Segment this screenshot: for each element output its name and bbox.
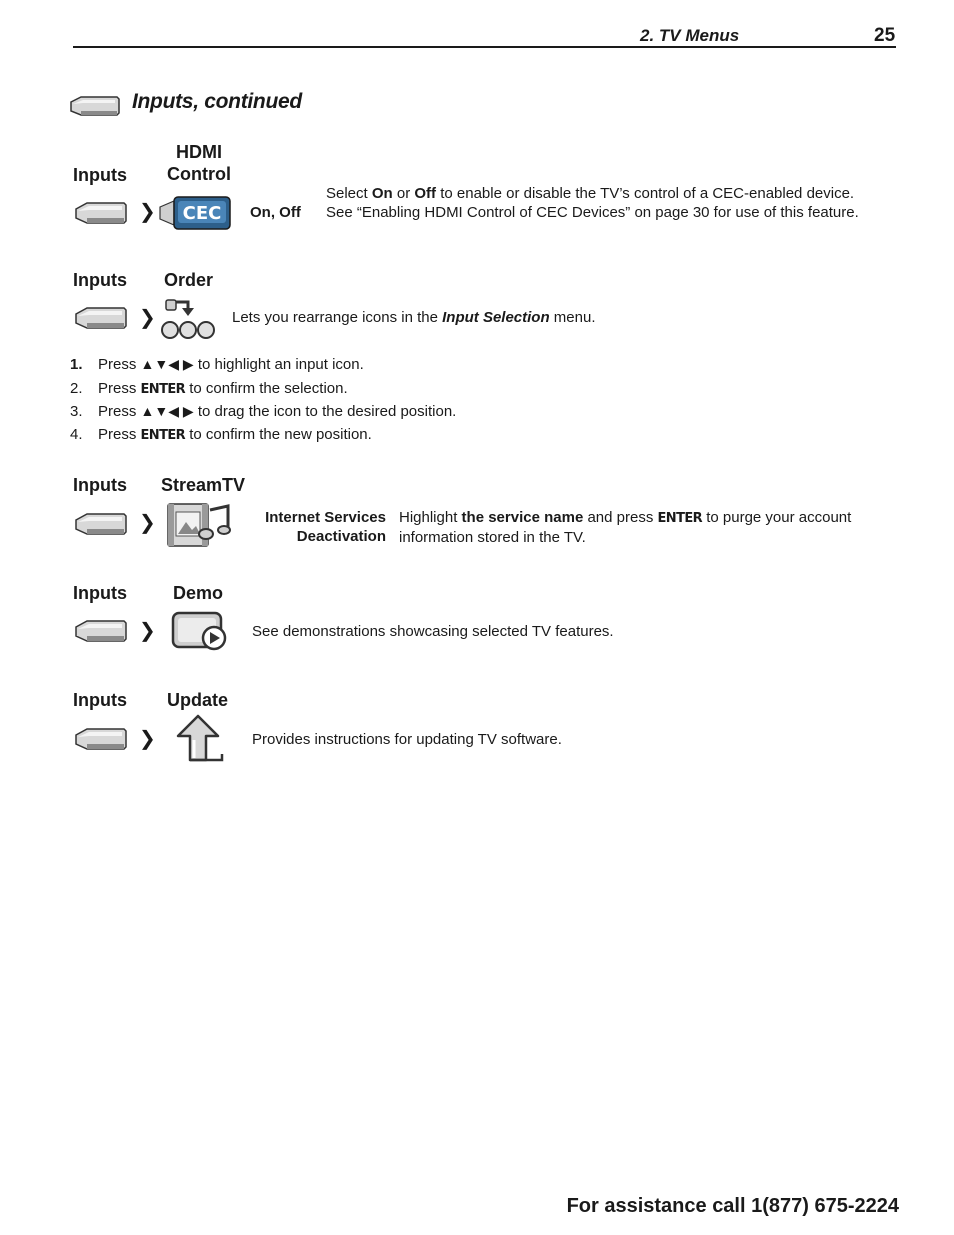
input-connector-icon [74,199,128,227]
input-connector-icon [74,510,128,538]
input-connector-icon [69,93,121,119]
update-label: Update [167,690,229,710]
svg-text:CEC: CEC [182,203,222,224]
demo-description: See demonstrations showcasing selected TV features. [252,623,614,640]
update-arrow-icon [174,714,226,764]
enter-key: ENTER [657,511,703,526]
chevron-right-icon: ❯ [139,201,156,223]
page-number: 25 [874,25,896,46]
header-divider [73,46,896,48]
streamtv-label: StreamTV [161,475,246,495]
chevron-right-icon: ❯ [139,512,156,534]
chevron-right-icon: ❯ [139,307,156,329]
hdmi-label-line2: Control [167,164,231,184]
list-item: 3. Press ▲▼◀ ▶ to drag the icon to the desired position. [70,403,457,420]
demo-label: Demo [173,583,224,603]
input-connector-icon [74,304,128,332]
breadcrumb-inputs-label: Inputs [73,583,127,603]
input-connector-icon [74,725,128,753]
breadcrumb-inputs-label: Inputs [73,165,127,185]
streamtv-option [240,508,386,546]
streamtv-option-line2: Deactivation [296,528,386,545]
section-title: Inputs, continued [132,90,302,113]
breadcrumb-inputs-label: Inputs [73,270,127,290]
media-icon [166,500,236,550]
assistance-phone-footer: For assistance call 1(877) 675-2224 [566,1195,899,1217]
list-item: 1. Press ▲▼◀ ▶ to highlight an input icon. [70,356,364,373]
chevron-right-icon: ❯ [139,620,156,642]
update-description: Provides instructions for updating TV software. [252,731,562,748]
enter-key: ENTER [140,428,186,443]
hdmi-description: Select On or Off to enable or disable the TV’s control of a CEC-enabled device. See “Enabling HDMI Control of CEC Devices” on page 30 for use of this feature. [326,185,859,221]
chevron-right-icon: ❯ [139,728,156,750]
breadcrumb-inputs-label: Inputs [73,690,127,710]
streamtv-option-line1: Internet Services [265,509,386,526]
order-label: Order [164,270,214,290]
reorder-icon [158,298,220,340]
streamtv-description: Highlight the service name and press ENTER to purge your account information stored in the TV. [399,509,852,546]
hdmi-option-values: On, Off [250,204,301,221]
input-connector-icon [74,617,128,645]
order-description: Lets you rearrange icons in the Input Selection menu. [232,309,596,326]
demo-play-icon [170,610,230,654]
arrow-keys-icon: ▲▼◀ ▶ [140,403,194,419]
breadcrumb-inputs-label: Inputs [73,475,127,495]
chapter-title: 2. TV Menus [640,26,740,45]
list-item: 4. Press ENTER to confirm the new position. [70,426,372,443]
enter-key: ENTER [140,382,186,397]
cec-icon [158,193,234,233]
list-item: 2. Press ENTER to confirm the selection. [70,380,348,397]
hdmi-control-label [160,142,238,185]
arrow-keys-icon: ▲▼◀ ▶ [140,356,194,372]
hdmi-label-line1: HDMI [176,142,222,162]
